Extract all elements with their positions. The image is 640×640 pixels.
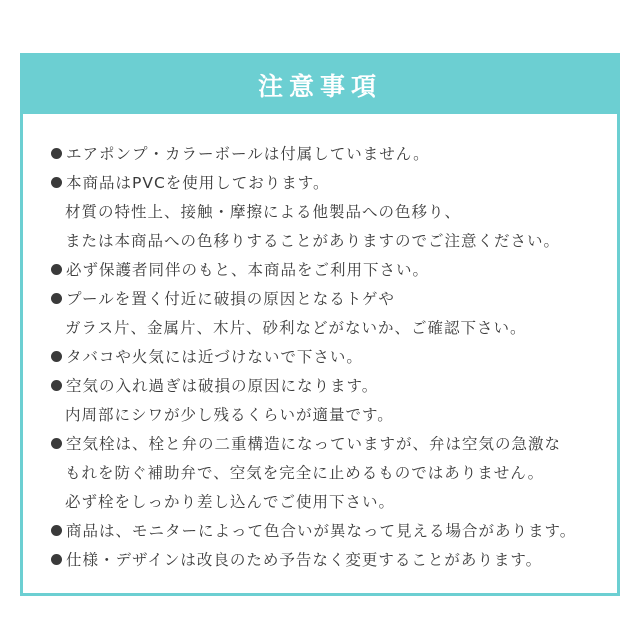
notice-line bbox=[51, 343, 617, 372]
notice-title: 注意事項 bbox=[257, 72, 382, 101]
notice-line bbox=[51, 140, 617, 169]
notice-text: 本商品はPVCを使用しております。 bbox=[66, 174, 330, 192]
notice-item bbox=[51, 285, 617, 343]
notice-line bbox=[51, 227, 617, 256]
notice-text: または本商品への色移りすることがありますのでご注意ください。 bbox=[65, 232, 561, 250]
notice-text: 必ず保護者同伴のもと、本商品をご利用下さい。 bbox=[66, 261, 430, 279]
notice-item bbox=[51, 546, 617, 575]
notice-line bbox=[51, 372, 617, 401]
notice-line bbox=[51, 256, 617, 285]
notice-item bbox=[51, 372, 617, 430]
notice-text: エアポンプ・カラーボールは付属していません。 bbox=[66, 145, 430, 163]
bullet-icon bbox=[51, 525, 62, 536]
notice-item bbox=[51, 430, 617, 517]
notice-text: もれを防ぐ補助弁で、空気を完全に止めるものではありません。 bbox=[65, 464, 545, 482]
notice-line bbox=[51, 546, 617, 575]
bullet-icon bbox=[51, 264, 62, 275]
notice-line bbox=[51, 488, 617, 517]
notice-text: 商品は、モニターによって色合いが異なって見える場合があります。 bbox=[66, 522, 577, 540]
notice-item bbox=[51, 169, 617, 256]
bullet-icon bbox=[51, 293, 62, 304]
notice-line bbox=[51, 430, 617, 459]
notice-line bbox=[51, 285, 617, 314]
notice-item bbox=[51, 140, 617, 169]
bullet-icon bbox=[51, 554, 62, 565]
notice-line bbox=[51, 314, 617, 343]
bullet-icon bbox=[51, 438, 62, 449]
notice-list bbox=[23, 114, 617, 575]
notice-text: プールを置く付近に破損の原因となるトゲや bbox=[66, 290, 395, 308]
notice-line bbox=[51, 169, 617, 198]
notice-text: 空気の入れ過ぎは破損の原因になります。 bbox=[66, 377, 379, 395]
notice-text: タバコや火気には近づけないで下さい。 bbox=[66, 348, 363, 366]
bullet-icon bbox=[51, 380, 62, 391]
notice-line bbox=[51, 517, 617, 546]
notice-text: 必ず栓をしっかり差し込んでご使用下さい。 bbox=[65, 493, 396, 511]
notice-item bbox=[51, 343, 617, 372]
notice-line bbox=[51, 198, 617, 227]
notice-line bbox=[51, 401, 617, 430]
notice-line bbox=[51, 459, 617, 488]
bullet-icon bbox=[51, 148, 62, 159]
notice-text: 空気栓は、栓と弁の二重構造になっていますが、弁は空気の急激な bbox=[66, 435, 562, 453]
notice-text: 材質の特性上、接触・摩擦による他製品への色移り、 bbox=[65, 203, 462, 221]
bullet-icon bbox=[51, 177, 62, 188]
notice-item bbox=[51, 517, 617, 546]
notice-header bbox=[23, 56, 617, 114]
notice-item bbox=[51, 256, 617, 285]
notice-text: 仕様・デザインは改良のため予告なく変更することがあります。 bbox=[66, 551, 543, 569]
notice-text: 内周部にシワが少し残るくらいが適量です。 bbox=[65, 406, 394, 424]
notice-text: ガラス片、金属片、木片、砂利などがないか、ご確認下さい。 bbox=[65, 319, 527, 337]
notice-box bbox=[20, 53, 620, 596]
bullet-icon bbox=[51, 351, 62, 362]
